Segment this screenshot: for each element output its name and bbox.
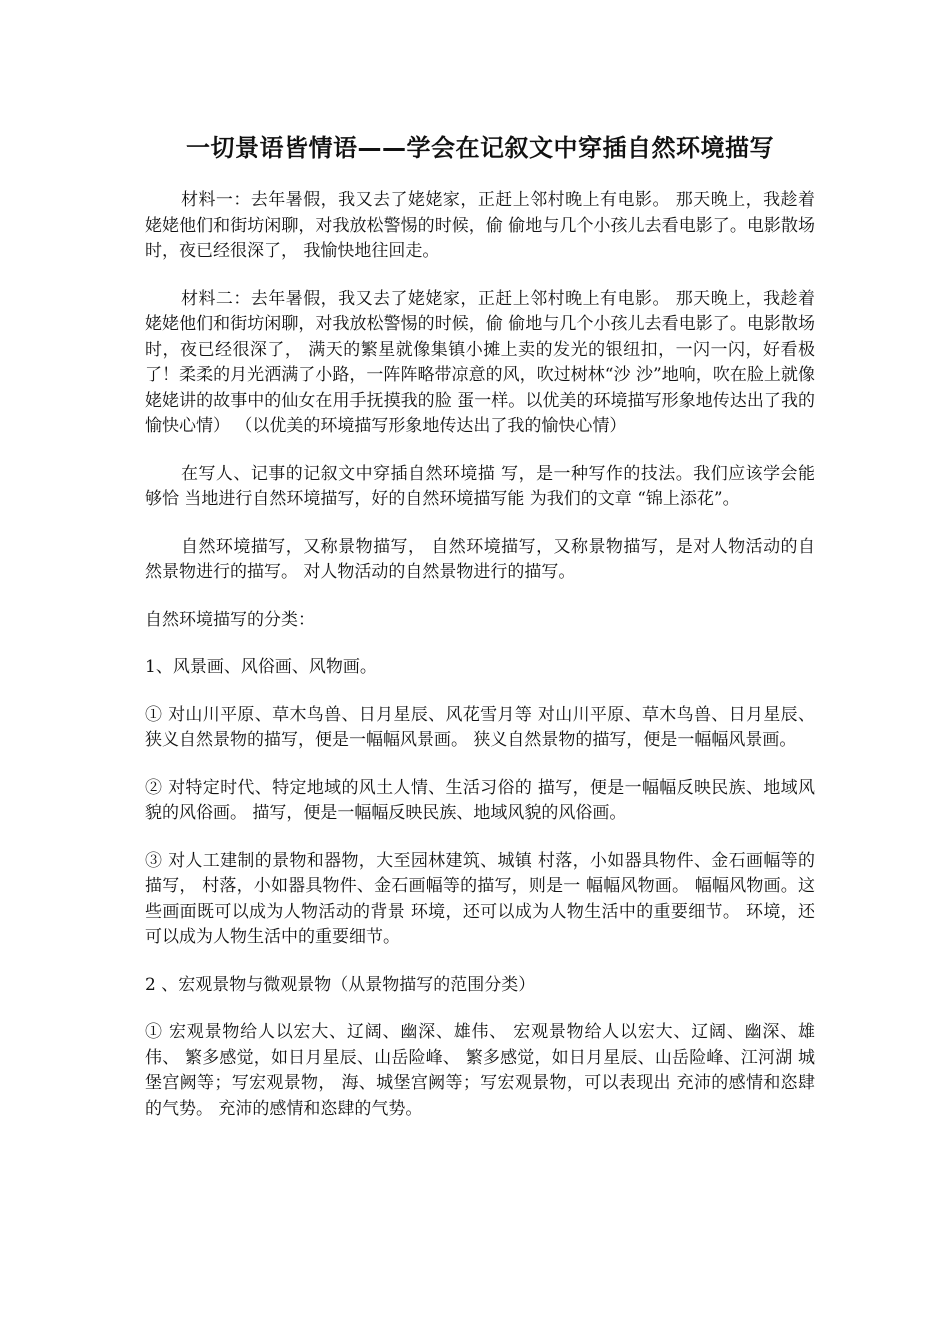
paragraph-item-macro: ① 宏观景物给人以宏大、辽阔、幽深、雄伟、 宏观景物给人以宏大、辽阔、幽深、雄伟、 繁多感觉，如日月星辰、山岳险峰、 繁多感觉，如日月星辰、山岳险峰、江河湖 城堡宫阙等；写宏观景物， 海、城堡宫阙等；写宏观景物，可以表现出 充沛的感情和恣肆的气势。 充沛的感情和恣肆的气势。 [145, 1022, 815, 1119]
document-title: 一切景语皆情语——学会在记叙文中穿插自然环境描写 [186, 134, 774, 162]
paragraph-section-2-heading: 2 、宏观景物与微观景物（从景物描写的范围分类） [145, 974, 536, 995]
paragraph-technique: 在写人、记事的记叙文中穿插自然环境描 写，是一种写作的技法。我们应该学会能够恰 当地进行自然环境描写，好的自然环境描写能 为我们的文章 “锦上添花”。 [145, 463, 815, 509]
paragraph-item-objects: ③ 对人工建制的景物和器物，大至园林建筑、城镇 村落，小如器具物件、金石画幅等的描写， 村落，小如器具物件、金石画幅等的描写，则是一 幅幅风物画。 幅幅风物画。这些画面既可以成为人物活动的背景 环境，还可以成为人物生活中的重要细节。 环境，还可以成为人物生活中的重要细节。 [145, 850, 815, 947]
paragraph-section-1-heading: 1、风景画、风俗画、风物画。 [145, 657, 377, 677]
paragraph-material-two: 材料二：去年暑假，我又去了姥姥家，正赶上邻村晚上有电影。 那天晚上，我趁着姥姥他们和街坊闲聊，对我放松警惕的时候，偷 偷地与几个小孩儿去看电影了。电影散场时，夜已经很深了， 满天的繁星就像集镇小摊上卖的发光的银纽扣，一闪一闪，好看极 了！柔柔的月光洒满了小路，一阵阵略带凉意的风，吹过树林“沙 沙”地响，吹在脸上就像姥姥讲的故事中的仙女在用手抚摸我的脸 蛋一样。以优美的环境描写形象地传达出了我的愉快心情） （以优美的环境描写形象地传达出了我的愉快心情） [145, 288, 815, 436]
paragraph-item-custom: ② 对特定时代、特定地域的风土人情、生活习俗的 描写，便是一幅幅反映民族、地域风貌的风俗画。 描写，便是一幅幅反映民族、地域风貌的风俗画。 [145, 777, 815, 823]
paragraph-item-landscape: ① 对山川平原、草木鸟兽、日月星辰、风花雪月等 对山川平原、草木鸟兽、日月星辰、 狭义自然景物的描写，便是一幅幅风景画。 狭义自然景物的描写，便是一幅幅风景画。 [145, 704, 815, 750]
paragraph-material-one: 材料一：去年暑假，我又去了姥姥家，正赶上邻村晚上有电影。 那天晚上，我趁着姥姥他们和街坊闲聊，对我放松警惕的时候，偷 偷地与几个小孩儿去看电影了。电影散场时，夜已经很深了， 我愉快地往回走。 [145, 190, 815, 261]
paragraph-definition: 自然环境描写，又称景物描写， 自然环境描写，又称景物描写，是对人物活动的自然景物进行的描写。 对人物活动的自然景物进行的描写。 [145, 536, 815, 582]
paragraph-classification-heading: 自然环境描写的分类： [145, 609, 315, 630]
document-page [145, 130, 815, 1144]
